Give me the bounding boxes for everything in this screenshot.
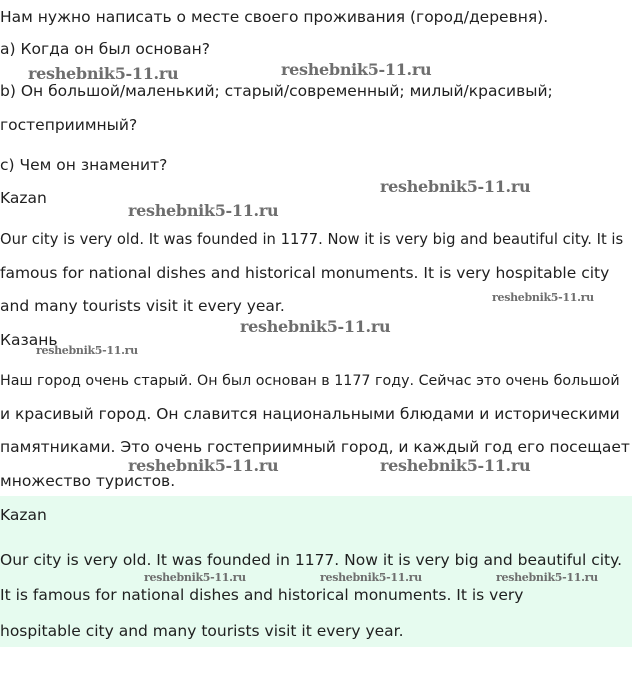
russian-line-3: памятниками. Это очень гостеприимный город, и каждый год его посещает — [0, 438, 630, 456]
watermark: reshebnik5-11.ru — [36, 344, 138, 357]
watermark: reshebnik5-11.ru — [380, 177, 531, 196]
russian-heading: Казань — [0, 331, 58, 349]
answer-line-1: Our city is very old. It was founded in 1177. Now it is very big and beautiful city. — [0, 551, 623, 569]
watermark: reshebnik5-11.ru — [240, 317, 391, 336]
answer-line-2: It is famous for national dishes and historical monuments. It is very — [0, 586, 524, 604]
watermark: reshebnik5-11.ru — [28, 64, 179, 83]
watermark: reshebnik5-11.ru — [128, 201, 279, 220]
watermark: reshebnik5-11.ru — [492, 291, 594, 304]
watermark: reshebnik5-11.ru — [128, 456, 279, 475]
question-c: c) Чем он знаменит? — [0, 156, 168, 174]
watermark: reshebnik5-11.ru — [380, 456, 531, 475]
question-a: a) Когда он был основан? — [0, 40, 211, 58]
english-line-3: and many tourists visit it every year. — [0, 297, 285, 315]
russian-line-2: и красивый город. Он славится национальными блюдами и историческими — [0, 405, 620, 423]
russian-line-1: Наш город очень старый. Он был основан в 1177 году. Сейчас это очень большой — [0, 373, 620, 389]
answer-line-3: hospitable city and many tourists visit it every year. — [0, 622, 404, 640]
english-line-1: Our city is very old. It was founded in 1177. Now it is very big and beautiful city. It is — [0, 231, 624, 248]
english-heading: Kazan — [0, 189, 47, 207]
english-line-2: famous for national dishes and historical monuments. It is very hospitable city — [0, 264, 610, 282]
answer-heading: Kazan — [0, 506, 47, 524]
task-intro: Нам нужно написать о месте своего проживания (город/деревня). — [0, 8, 549, 26]
question-b-continued: гостеприимный? — [0, 116, 138, 134]
question-b: b) Он большой/маленький; старый/современный; милый/красивый; — [0, 82, 553, 100]
watermark: reshebnik5-11.ru — [144, 571, 246, 584]
russian-line-4: множество туристов. — [0, 472, 176, 490]
watermark: reshebnik5-11.ru — [281, 60, 432, 79]
watermark: reshebnik5-11.ru — [320, 571, 422, 584]
watermark: reshebnik5-11.ru — [496, 571, 598, 584]
